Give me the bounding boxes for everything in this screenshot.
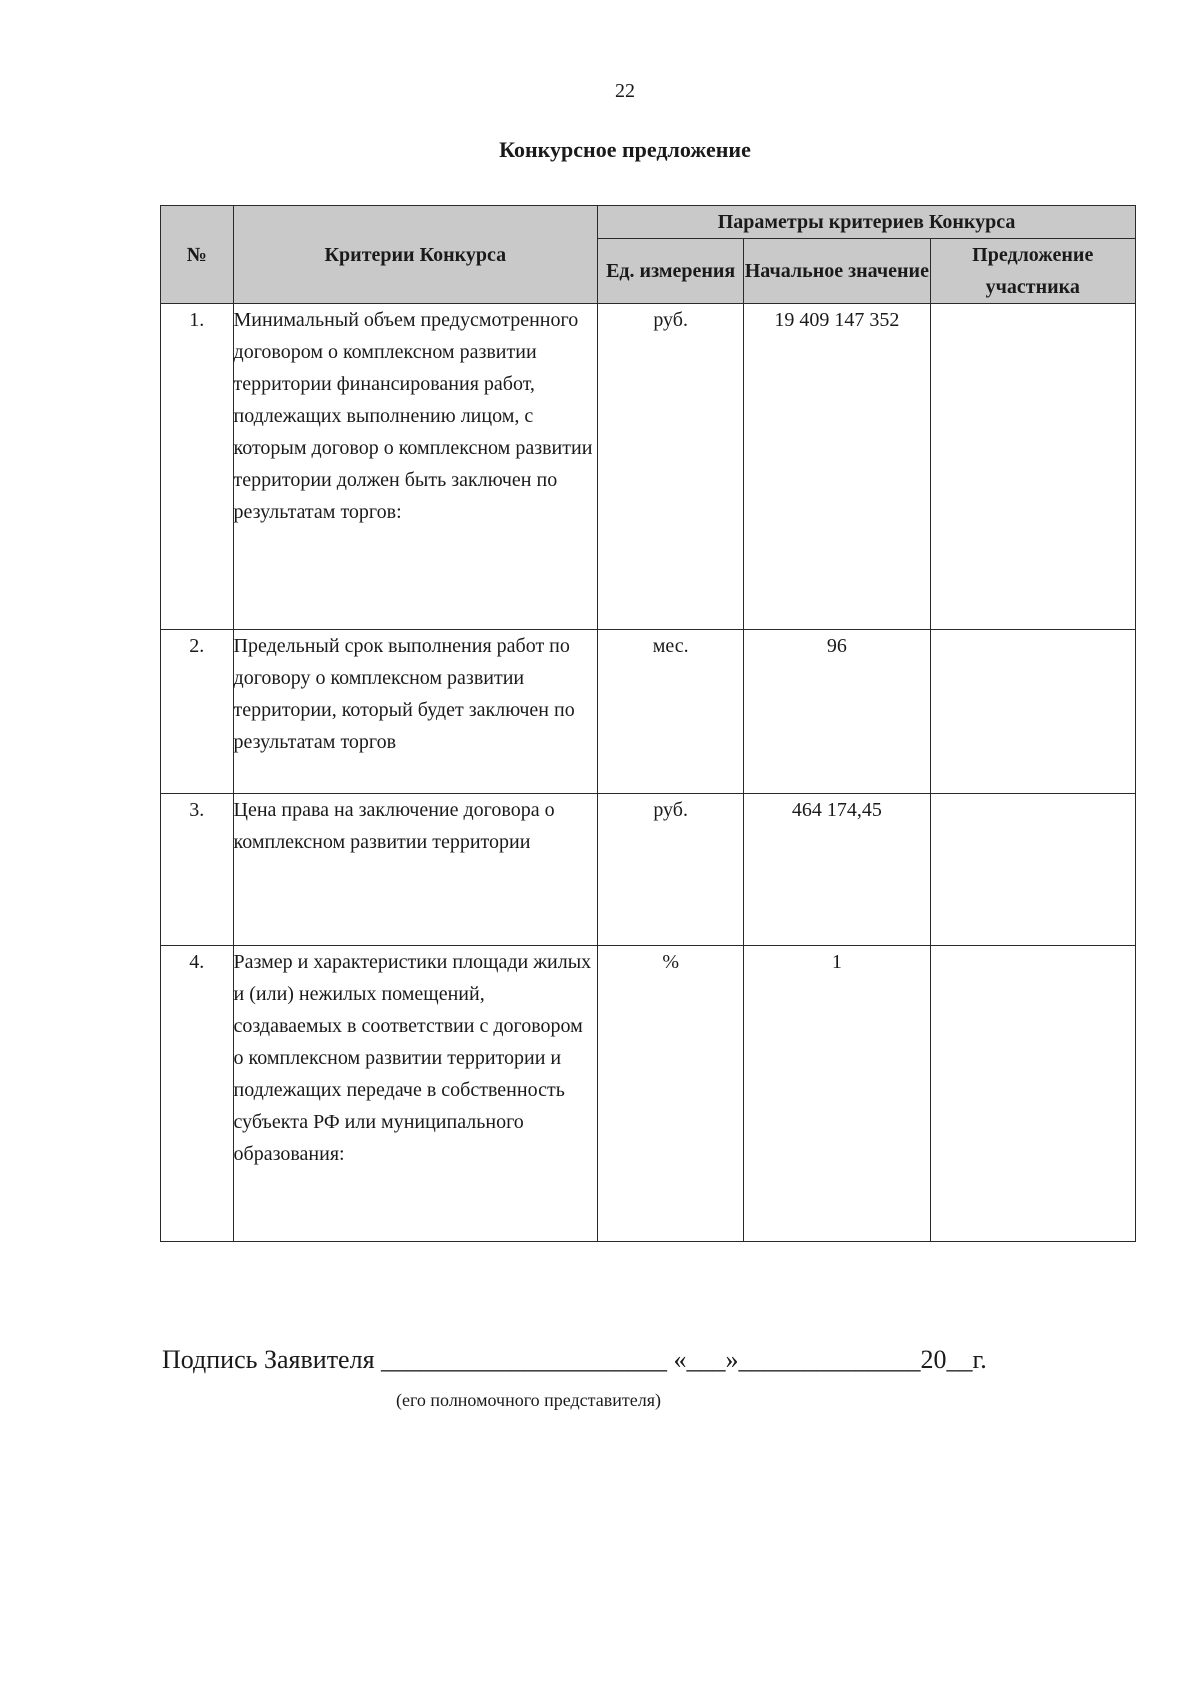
criteria-table [160,205,1136,1242]
header-number: № [161,206,234,304]
row-initial-value: 464 174,45 [744,794,930,946]
row-initial-value: 96 [744,630,930,794]
table-row [161,630,1136,794]
signature-line: Подпись Заявителя ______________________ «___»______________20__г. [162,1345,987,1374]
row-unit: руб. [598,794,744,946]
row-participant-proposal[interactable] [930,946,1136,1242]
row-criterion: Цена права на заключение договора о комплексном развитии территории [233,794,598,946]
row-criterion: Размер и характеристики площади жилых и (или) нежилых помещений, создаваемых в соответствии с договором о комплексном развитии территории и подлежащих передаче в собственность субъекта РФ или муниципального образования: [233,946,598,1242]
signature-note: (его полномочного представителя) [396,1390,661,1410]
row-criterion: Предельный срок выполнения работ по договору о комплексном развитии территории, который будет заключен по результатам торгов [233,630,598,794]
row-initial-value: 19 409 147 352 [744,304,930,630]
row-participant-proposal[interactable] [930,304,1136,630]
row-criterion: Минимальный объем предусмотренного договором о комплексном развитии территории финансирования работ, подлежащих выполнению лицом, с которым договор о комплексном развитии территории должен быть заключен по результатам торгов: [233,304,598,630]
header-participant-proposal: Предложение участника [930,239,1136,304]
header-initial-value: Начальное значение [744,239,930,304]
header-unit: Ед. измерения [598,239,744,304]
row-participant-proposal[interactable] [930,630,1136,794]
row-number: 1. [161,304,234,630]
row-unit: мес. [598,630,744,794]
row-number: 3. [161,794,234,946]
row-initial-value: 1 [744,946,930,1242]
header-parameters-group: Параметры критериев Конкурса [598,206,1136,239]
document-title: Конкурсное предложение [499,137,751,162]
row-unit: руб. [598,304,744,630]
row-participant-proposal[interactable] [930,794,1136,946]
table-row [161,946,1136,1242]
row-number: 4. [161,946,234,1242]
table-row [161,304,1136,630]
row-number: 2. [161,630,234,794]
row-unit: % [598,946,744,1242]
table-row [161,794,1136,946]
page-number: 22 [615,80,635,102]
header-criteria: Критерии Конкурса [233,206,598,304]
